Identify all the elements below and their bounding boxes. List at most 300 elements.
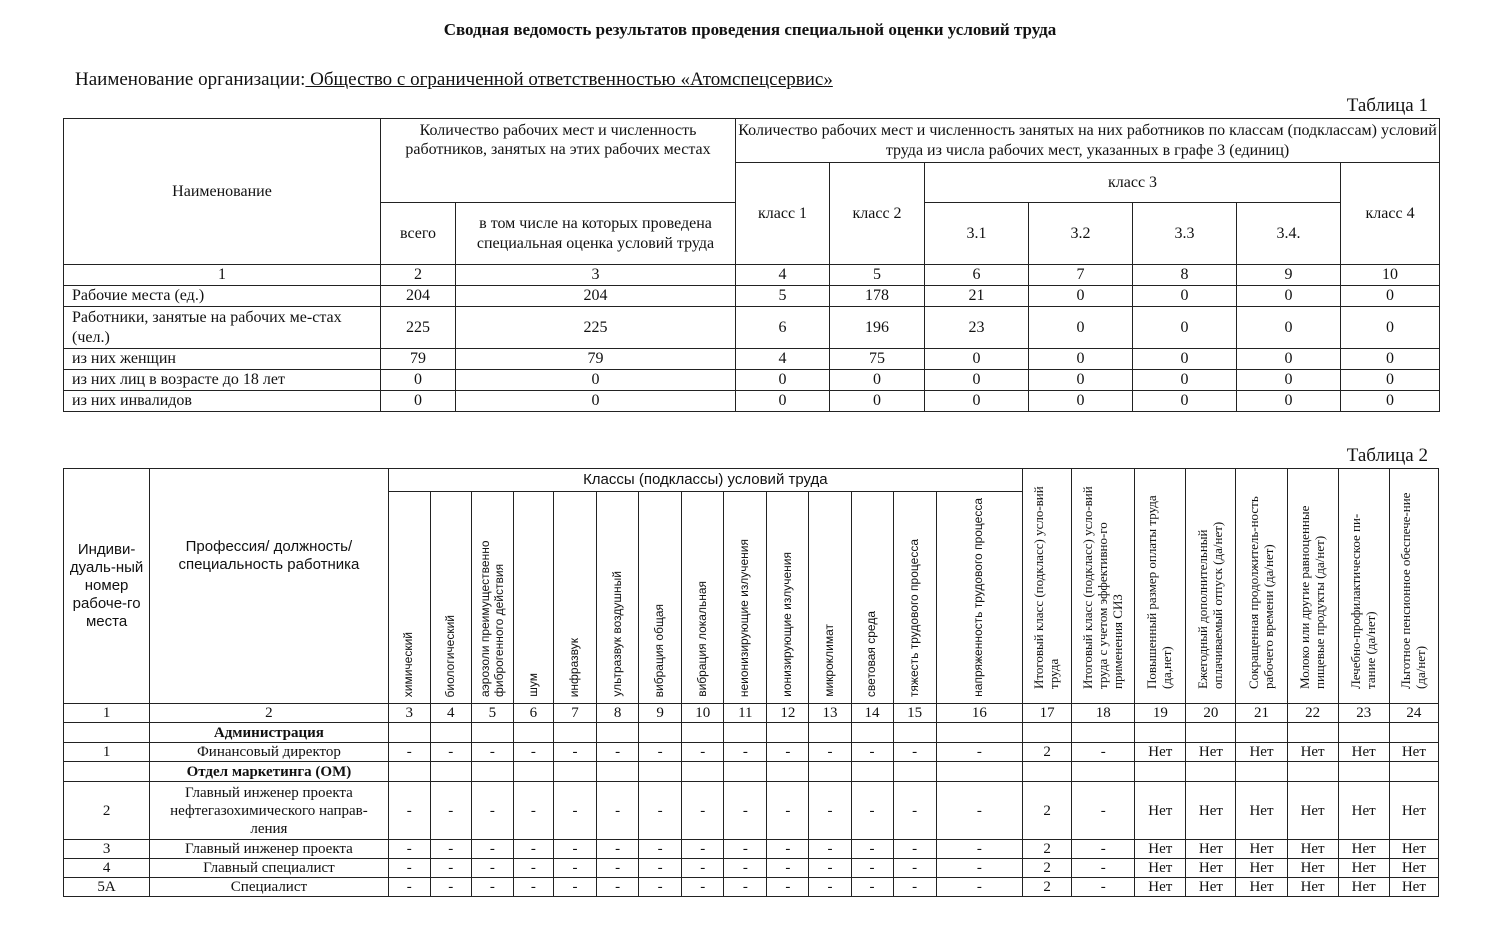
header-summary-2	[1072, 469, 1135, 704]
column-number: 2	[381, 265, 456, 286]
header-summary-4-text: Ежегодный дополнительный оплачиваемый отпуск (да/нет)	[1194, 521, 1225, 689]
header-factor	[851, 492, 893, 704]
table-row	[64, 370, 1440, 391]
summary-value: Нет	[1135, 743, 1186, 762]
cell-value: 225	[456, 307, 736, 349]
factor-class: -	[639, 859, 682, 878]
summary-value: -	[1072, 782, 1135, 840]
empty-cell	[1389, 723, 1438, 743]
empty-cell	[851, 762, 893, 782]
header-class3: класс 3	[925, 163, 1341, 203]
document-title: Сводная ведомость результатов проведения специальной оценки условий труда	[443, 20, 1057, 39]
empty-cell	[639, 762, 682, 782]
summary-value: Нет	[1338, 840, 1389, 859]
column-number: 3	[456, 265, 736, 286]
column-number: 22	[1287, 704, 1338, 723]
profession: Специалист	[150, 878, 388, 897]
header-summary-7-text: Лечебно-профилактическое пи-тание (да/нет)	[1347, 513, 1378, 689]
factor-class: -	[936, 840, 1022, 859]
header-factor-text: неионизирующие излучения	[737, 538, 752, 697]
cell-value: 225	[381, 307, 456, 349]
table1-caption: Таблица 1	[1346, 95, 1428, 116]
factor-class: -	[851, 743, 893, 762]
table-row	[64, 391, 1440, 412]
header-factor-text: тяжесть трудового процесса	[906, 538, 921, 697]
header-summary-5-text: Сокращенная продолжитель-ность рабочего времени (да/нет)	[1245, 495, 1276, 689]
factor-class: -	[471, 840, 513, 859]
cell-value: 204	[381, 286, 456, 307]
empty-cell	[1338, 762, 1389, 782]
empty-cell	[724, 762, 767, 782]
summary-value: 2	[1023, 859, 1072, 878]
empty-cell	[597, 723, 639, 743]
column-number: 8	[1133, 265, 1237, 286]
factor-class: -	[471, 878, 513, 897]
summary-value: Нет	[1287, 840, 1338, 859]
cell-value: 0	[1341, 370, 1440, 391]
column-number: 7	[553, 704, 596, 723]
factor-class: -	[851, 782, 893, 840]
header-assessed: в том числе на которых проведена специальная оценка условий труда	[456, 203, 736, 265]
header-factor-text: световая среда	[864, 610, 879, 697]
factor-class: -	[471, 743, 513, 762]
summary-value: Нет	[1389, 878, 1438, 897]
empty-cell	[851, 723, 893, 743]
header-factor-text: инфразвук	[567, 637, 582, 697]
summary-value: Нет	[1389, 840, 1438, 859]
factor-class: -	[553, 878, 596, 897]
table-row	[64, 878, 1439, 897]
workplace-number: 4	[64, 859, 150, 878]
cell-value: 0	[925, 349, 1029, 370]
summary-value: -	[1072, 840, 1135, 859]
table-row	[64, 307, 1440, 349]
summary-value: Нет	[1287, 859, 1338, 878]
row-label: из них женщин	[64, 349, 381, 370]
cell-value: 0	[1133, 307, 1237, 349]
header-factor	[513, 492, 553, 704]
cell-value: 0	[1133, 349, 1237, 370]
empty-cell	[1023, 762, 1072, 782]
factor-class: -	[893, 743, 936, 762]
summary-value: Нет	[1186, 859, 1236, 878]
header-subclass-3-4: 3.4.	[1237, 203, 1341, 265]
cell-value: 0	[1133, 370, 1237, 391]
cell-value: 0	[1341, 307, 1440, 349]
header-name: Наименование	[64, 119, 381, 265]
column-number: 13	[809, 704, 851, 723]
factor-class: -	[767, 878, 809, 897]
header-factor-text: вибрация общая	[652, 603, 667, 697]
header-summary-8-text: Льготное пенсионное обеспече-ние (да/нет)	[1397, 492, 1428, 689]
header-factor-text: микроклимат	[822, 624, 837, 697]
factor-class: -	[597, 840, 639, 859]
factor-class: -	[597, 859, 639, 878]
empty-cell	[809, 723, 851, 743]
cell-value: 5	[736, 286, 830, 307]
factor-class: -	[724, 878, 767, 897]
column-number: 16	[936, 704, 1022, 723]
header-factor-text: химический	[401, 631, 416, 697]
cell-value: 0	[381, 391, 456, 412]
summary-value: Нет	[1186, 782, 1236, 840]
factor-class: -	[682, 782, 724, 840]
summary-value: Нет	[1236, 743, 1287, 762]
column-number: 8	[597, 704, 639, 723]
summary-value: Нет	[1236, 878, 1287, 897]
factor-class: -	[682, 878, 724, 897]
factor-class: -	[430, 743, 471, 762]
header-subclass-3-2: 3.2	[1029, 203, 1133, 265]
factor-class: -	[430, 878, 471, 897]
cell-value: 204	[456, 286, 736, 307]
cell-value: 23	[925, 307, 1029, 349]
summary-value: Нет	[1389, 859, 1438, 878]
empty-cell	[597, 762, 639, 782]
header-class4: класс 4	[1341, 163, 1440, 265]
summary-value: Нет	[1287, 743, 1338, 762]
factor-class: -	[767, 859, 809, 878]
cell-value: 0	[1341, 286, 1440, 307]
factor-class: -	[809, 859, 851, 878]
column-number: 11	[724, 704, 767, 723]
empty-cell	[724, 723, 767, 743]
cell-value: 21	[925, 286, 1029, 307]
summary-value: Нет	[1135, 840, 1186, 859]
row-label: Работники, занятые на рабочих ме-стах (чел.)	[64, 307, 381, 349]
header-summary-2-text: Итоговый класс (подкласс) усло-вий труда с учетом эффективно-го применения СИЗ	[1079, 485, 1125, 689]
summary-value: Нет	[1236, 782, 1287, 840]
column-number: 19	[1135, 704, 1186, 723]
summary-value: 2	[1023, 743, 1072, 762]
cell-value: 0	[381, 370, 456, 391]
cell-value: 0	[1029, 307, 1133, 349]
column-number: 6	[513, 704, 553, 723]
factor-class: -	[936, 743, 1022, 762]
factor-class: -	[430, 782, 471, 840]
empty-cell	[1389, 762, 1438, 782]
summary-value: 2	[1023, 878, 1072, 897]
summary-value: Нет	[1236, 859, 1287, 878]
header-total: всего	[381, 203, 456, 265]
column-number: 4	[430, 704, 471, 723]
header-class1: класс 1	[736, 163, 830, 265]
summary-table-2	[63, 468, 1439, 897]
factor-class: -	[767, 782, 809, 840]
factor-class: -	[682, 840, 724, 859]
summary-value: Нет	[1389, 782, 1438, 840]
cell-value: 0	[456, 370, 736, 391]
header-summary-1-text: Итоговый класс (подкласс) усло-вий труда	[1031, 485, 1062, 689]
cell-value: 0	[1237, 370, 1341, 391]
column-number: 3	[388, 704, 430, 723]
empty-cell	[513, 762, 553, 782]
factor-class: -	[553, 840, 596, 859]
column-number: 21	[1236, 704, 1287, 723]
header-factor	[471, 492, 513, 704]
factor-class: -	[936, 878, 1022, 897]
header-factor-text: аэрозоли преимущественно фиброгенного действия	[477, 540, 506, 697]
factor-class: -	[767, 840, 809, 859]
empty-cell	[64, 723, 150, 743]
factor-class: -	[639, 840, 682, 859]
header-factor	[388, 492, 430, 704]
empty-cell	[682, 762, 724, 782]
organization-label: Наименование организации:	[75, 69, 306, 90]
factor-class: -	[851, 878, 893, 897]
profession: Главный инженер проекта нефтегазохимического направ-ления	[150, 782, 388, 840]
empty-cell	[1023, 723, 1072, 743]
workplace-number: 5А	[64, 878, 150, 897]
table-row	[64, 349, 1440, 370]
factor-class: -	[430, 840, 471, 859]
summary-value: Нет	[1287, 782, 1338, 840]
column-number: 10	[1341, 265, 1440, 286]
empty-cell	[1072, 762, 1135, 782]
empty-cell	[1135, 762, 1186, 782]
header-classes-group: Количество рабочих мест и численность занятых на них работников по классам (подклассам) условий труда из числа рабочих мест, указанных в графе 3 (единиц)	[736, 119, 1440, 163]
group-label: Отдел маркетинга (ОМ)	[150, 762, 388, 782]
factor-class: -	[553, 859, 596, 878]
header-subclass-3-1: 3.1	[925, 203, 1029, 265]
cell-value: 0	[1237, 286, 1341, 307]
header-classes-group: Классы (подклассы) условий труда	[388, 469, 1022, 492]
factor-class: -	[513, 743, 553, 762]
column-number: 20	[1186, 704, 1236, 723]
profession: Главный инженер проекта	[150, 840, 388, 859]
table-row	[64, 743, 1439, 762]
header-factor-text: вибрация локальная	[694, 581, 709, 697]
empty-cell	[513, 723, 553, 743]
header-factor	[597, 492, 639, 704]
summary-value: 2	[1023, 782, 1072, 840]
row-label: из них лиц в возрасте до 18 лет	[64, 370, 381, 391]
factor-class: -	[809, 878, 851, 897]
header-factor	[724, 492, 767, 704]
group-row	[64, 762, 1439, 782]
empty-cell	[936, 723, 1022, 743]
factor-class: -	[809, 840, 851, 859]
cell-value: 6	[736, 307, 830, 349]
empty-cell	[471, 723, 513, 743]
header-summary-6	[1287, 469, 1338, 704]
factor-class: -	[553, 743, 596, 762]
empty-cell	[809, 762, 851, 782]
empty-cell	[682, 723, 724, 743]
factor-class: -	[936, 859, 1022, 878]
factor-class: -	[809, 743, 851, 762]
summary-value: -	[1072, 859, 1135, 878]
empty-cell	[767, 723, 809, 743]
summary-value: -	[1072, 743, 1135, 762]
factor-class: -	[553, 782, 596, 840]
cell-value: 0	[456, 391, 736, 412]
column-number: 6	[925, 265, 1029, 286]
factor-class: -	[767, 743, 809, 762]
summary-value: Нет	[1135, 782, 1186, 840]
factor-class: -	[471, 782, 513, 840]
header-summary-1	[1023, 469, 1072, 704]
header-factor-text: напряженность трудового процесса	[971, 498, 986, 697]
column-number: 7	[1029, 265, 1133, 286]
factor-class: -	[639, 743, 682, 762]
organization-line	[75, 69, 833, 91]
column-number: 24	[1389, 704, 1438, 723]
column-number: 10	[682, 704, 724, 723]
summary-value: Нет	[1389, 743, 1438, 762]
header-summary-8	[1389, 469, 1438, 704]
summary-value: Нет	[1186, 743, 1236, 762]
header-factor	[430, 492, 471, 704]
column-number: 15	[893, 704, 936, 723]
summary-value: Нет	[1186, 878, 1236, 897]
cell-value: 196	[830, 307, 925, 349]
cell-value: 0	[1237, 349, 1341, 370]
header-subclass-3-3: 3.3	[1133, 203, 1237, 265]
cell-value: 178	[830, 286, 925, 307]
empty-cell	[767, 762, 809, 782]
empty-cell	[553, 723, 596, 743]
summary-value: Нет	[1135, 878, 1186, 897]
header-factor	[767, 492, 809, 704]
column-number: 12	[767, 704, 809, 723]
cell-value: 79	[456, 349, 736, 370]
empty-cell	[430, 723, 471, 743]
header-workplaces-group: Количество рабочих мест и численность работников, занятых на этих рабочих местах	[381, 119, 736, 203]
factor-class: -	[597, 878, 639, 897]
empty-cell	[1236, 762, 1287, 782]
empty-cell	[1287, 723, 1338, 743]
cell-value: 0	[736, 391, 830, 412]
factor-class: -	[597, 782, 639, 840]
column-number: 17	[1023, 704, 1072, 723]
factor-class: -	[724, 859, 767, 878]
summary-value: Нет	[1236, 840, 1287, 859]
cell-value: 0	[925, 391, 1029, 412]
factor-class: -	[388, 840, 430, 859]
factor-class: -	[513, 840, 553, 859]
column-number-row	[64, 704, 1439, 723]
header-factor	[682, 492, 724, 704]
factor-class: -	[893, 878, 936, 897]
header-workplace-number: Индиви-дуаль-ный номер рабоче-го места	[64, 469, 150, 704]
table-row	[64, 840, 1439, 859]
column-number: 9	[1237, 265, 1341, 286]
empty-cell	[893, 762, 936, 782]
cell-value: 0	[1237, 391, 1341, 412]
empty-cell	[1287, 762, 1338, 782]
cell-value: 0	[1341, 349, 1440, 370]
header-factor	[936, 492, 1022, 704]
empty-cell	[430, 762, 471, 782]
column-number: 2	[150, 704, 388, 723]
group-label: Администрация	[150, 723, 388, 743]
column-number: 5	[471, 704, 513, 723]
header-summary-3	[1135, 469, 1186, 704]
factor-class: -	[639, 878, 682, 897]
empty-cell	[388, 762, 430, 782]
cell-value: 0	[830, 370, 925, 391]
summary-value: Нет	[1338, 782, 1389, 840]
header-factor	[639, 492, 682, 704]
factor-class: -	[471, 859, 513, 878]
table2-caption: Таблица 2	[1346, 445, 1428, 466]
header-factor-text: шум	[525, 673, 540, 697]
column-number-row	[64, 265, 1440, 286]
cell-value: 0	[1029, 370, 1133, 391]
profession: Главный специалист	[150, 859, 388, 878]
factor-class: -	[682, 859, 724, 878]
summary-value: Нет	[1287, 878, 1338, 897]
workplace-number: 2	[64, 782, 150, 840]
profession: Финансовый директор	[150, 743, 388, 762]
cell-value: 79	[381, 349, 456, 370]
empty-cell	[1338, 723, 1389, 743]
empty-cell	[893, 723, 936, 743]
cell-value: 0	[1029, 349, 1133, 370]
column-number: 1	[64, 265, 381, 286]
empty-cell	[936, 762, 1022, 782]
factor-class: -	[809, 782, 851, 840]
factor-class: -	[936, 782, 1022, 840]
cell-value: 0	[1133, 391, 1237, 412]
column-number: 5	[830, 265, 925, 286]
column-number: 1	[64, 704, 150, 723]
table-row	[64, 859, 1439, 878]
factor-class: -	[430, 859, 471, 878]
factor-class: -	[724, 782, 767, 840]
table-row	[64, 286, 1440, 307]
header-factor-text: ионизирующие излучения	[780, 552, 794, 697]
column-number: 18	[1072, 704, 1135, 723]
factor-class: -	[513, 878, 553, 897]
empty-cell	[388, 723, 430, 743]
column-number: 14	[851, 704, 893, 723]
table-row	[64, 782, 1439, 840]
summary-table-1	[63, 118, 1440, 412]
summary-value: Нет	[1338, 743, 1389, 762]
header-factor	[553, 492, 596, 704]
factor-class: -	[893, 859, 936, 878]
cell-value: 75	[830, 349, 925, 370]
empty-cell	[639, 723, 682, 743]
summary-value: Нет	[1338, 878, 1389, 897]
row-label: из них инвалидов	[64, 391, 381, 412]
column-number: 23	[1338, 704, 1389, 723]
header-factor	[893, 492, 936, 704]
empty-cell	[1072, 723, 1135, 743]
cell-value: 0	[1237, 307, 1341, 349]
factor-class: -	[513, 859, 553, 878]
factor-class: -	[724, 840, 767, 859]
workplace-number: 3	[64, 840, 150, 859]
factor-class: -	[388, 743, 430, 762]
summary-value: -	[1072, 878, 1135, 897]
cell-value: 0	[1133, 286, 1237, 307]
empty-cell	[1186, 723, 1236, 743]
cell-value: 4	[736, 349, 830, 370]
cell-value: 0	[1029, 391, 1133, 412]
header-factor-text: биологический	[442, 614, 457, 697]
cell-value: 0	[830, 391, 925, 412]
factor-class: -	[851, 859, 893, 878]
factor-class: -	[597, 743, 639, 762]
header-summary-4	[1186, 469, 1236, 704]
summary-value: Нет	[1135, 859, 1186, 878]
header-factor	[809, 492, 851, 704]
empty-cell	[553, 762, 596, 782]
cell-value: 0	[1029, 286, 1133, 307]
